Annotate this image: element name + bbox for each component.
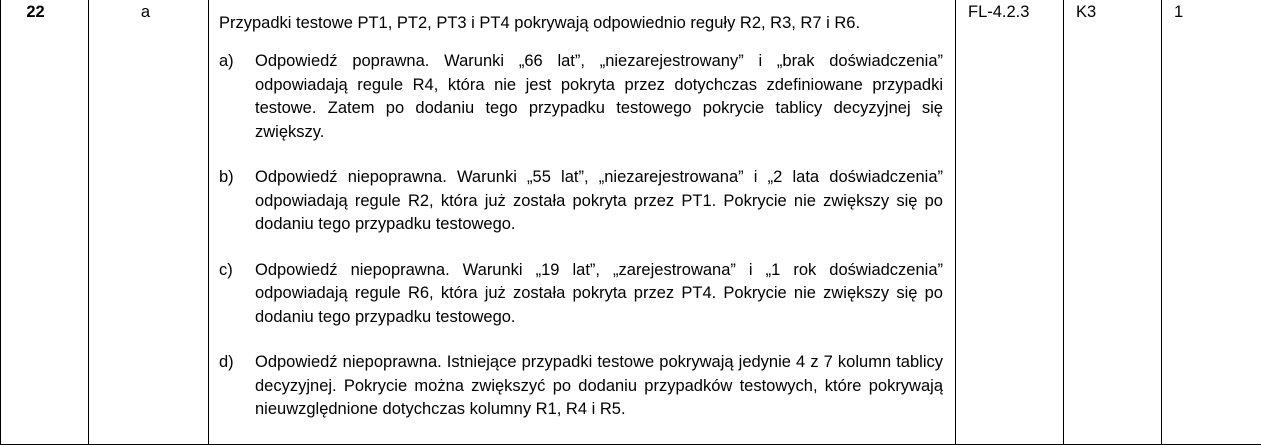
option-letter: a) bbox=[219, 50, 255, 144]
option-letter: d) bbox=[219, 351, 255, 422]
justification-cell bbox=[209, 0, 956, 444]
option-a bbox=[219, 50, 943, 144]
option-c bbox=[219, 259, 943, 330]
justification-intro: Przypadki testowe PT1, PT2, PT3 i PT4 pokrywają odpowiednio reguły R2, R3, R7 i R6. bbox=[219, 12, 943, 34]
option-b bbox=[219, 166, 943, 237]
option-text: Odpowiedź niepoprawna. Warunki „55 lat”, „niezarejestrowana” i „2 lata doświadczenia” odpowiadają regule R2, która już została pokryta przez PT1. Pokrycie nie zwiększy się po dodaniu tego przypadku testowego. bbox=[255, 166, 943, 237]
option-text: Odpowiedź poprawna. Warunki „66 lat”, „niezarejestrowany” i „brak doświadczenia” odpowiadają regule R4, która nie jest pokryta przez dotychczas zdefiniowane przypadki testowe. Zatem po dodaniu tego przypadku testowego pokrycie tablicy decyzyjnej się zwiększy. bbox=[255, 50, 943, 144]
correct-answer: a bbox=[141, 3, 150, 22]
learning-objective-cell bbox=[956, 0, 1064, 444]
question-number-cell bbox=[1, 0, 89, 444]
option-d bbox=[219, 351, 943, 422]
points-cell bbox=[1162, 0, 1261, 444]
k-level-cell bbox=[1064, 0, 1162, 444]
option-text: Odpowiedź niepoprawna. Warunki „19 lat”, „zarejestrowana” i „1 rok doświadczenia” odpowiadają regule R6, która już została pokryta przez PT4. Pokrycie nie zwiększy się po dodaniu tego przypadku testowego. bbox=[255, 259, 943, 330]
learning-objective: FL-4.2.3 bbox=[968, 3, 1029, 21]
points: 1 bbox=[1174, 3, 1183, 21]
question-number: 22 bbox=[26, 3, 44, 22]
correct-answer-cell bbox=[89, 0, 209, 444]
option-text: Odpowiedź niepoprawna. Istniejące przypadki testowe pokrywają jedynie 4 z 7 kolumn tablicy decyzyjnej. Pokrycie można zwiększyć po dodaniu przypadków testowych, które pokrywają nieuwzględnione dotychczas kolumny R1, R4 i R5. bbox=[255, 351, 943, 422]
k-level: K3 bbox=[1076, 3, 1096, 21]
table-row bbox=[1, 0, 1261, 444]
option-letter: b) bbox=[219, 166, 255, 237]
option-letter: c) bbox=[219, 259, 255, 330]
